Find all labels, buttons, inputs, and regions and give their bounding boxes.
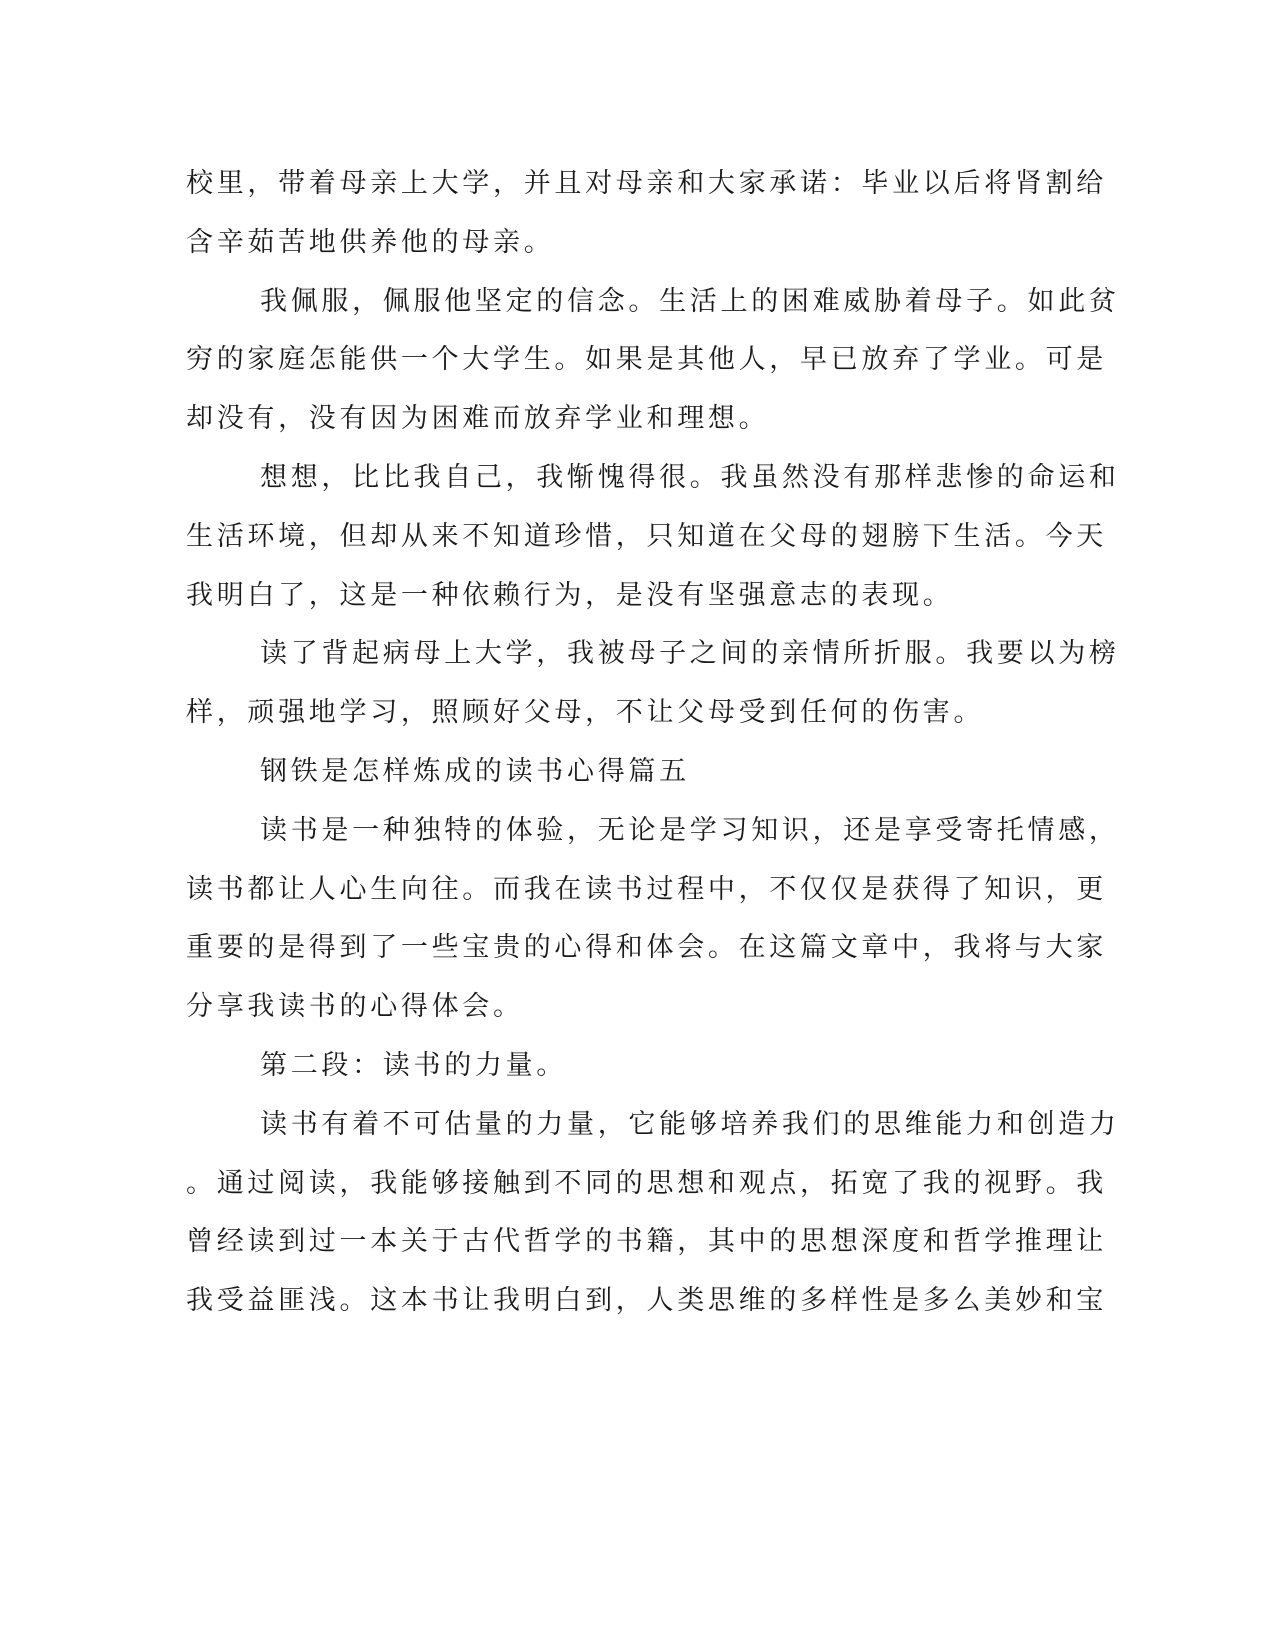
section-heading: 钢铁是怎样炼成的读书心得篇五 (260, 755, 690, 787)
text-line: 读书有着不可估量的力量，它能够培养我们的思维能力和创造力 (260, 1108, 1120, 1140)
text-line: 却没有，没有因为困难而放弃学业和理想。 (186, 403, 770, 435)
text-line: 重要的是得到了一些宝贵的心得和体会。在这篇文章中，我将与大家 (186, 932, 1107, 964)
text-line: 。通过阅读，我能够接触到不同的思想和观点，拓宽了我的视野。我 (186, 1167, 1107, 1199)
text-line: 读书都让人心生向往。而我在读书过程中，不仅仅是获得了知识，更 (186, 873, 1107, 905)
text-line: 校里，带着母亲上大学，并且对母亲和大家承诺：毕业以后将肾割给 (186, 168, 1107, 199)
document-body (186, 155, 1120, 1331)
text-line: 生活环境，但却从来不知道珍惜，只知道在父母的翅膀下生活。今天 (186, 520, 1107, 552)
text-line: 读了背起病母上大学，我被母子之间的亲情所折服。我要以为榜 (260, 638, 1120, 670)
text-line: 曾经读到过一本关于古代哲学的书籍，其中的思想深度和哲学推理让 (186, 1226, 1107, 1258)
text-line: 含辛茹苦地供养他的母亲。 (186, 226, 555, 258)
text-line: 我受益匪浅。这本书让我明白到，人类思维的多样性是多么美妙和宝 (186, 1285, 1107, 1317)
text-line: 想想，比比我自己，我惭愧得很。我虽然没有那样悲惨的命运和 (260, 461, 1120, 493)
text-line: 读书是一种独特的体验，无论是学习知识，还是享受寄托情感， (260, 814, 1120, 846)
text-line: 穷的家庭怎能供一个大学生。如果是其他人，早已放弃了学业。可是 (186, 344, 1107, 376)
text-line: 分享我读书的心得体会。 (186, 991, 524, 1023)
subsection-heading: 第二段：读书的力量。 (260, 1049, 567, 1081)
text-line: 样，顽强地学习，照顾好父母，不让父母受到任何的伤害。 (186, 697, 985, 729)
text-line: 我佩服，佩服他坚定的信念。生活上的困难威胁着母子。如此贫 (260, 285, 1120, 317)
text-line: 我明白了，这是一种依赖行为，是没有坚强意志的表现。 (186, 579, 954, 611)
